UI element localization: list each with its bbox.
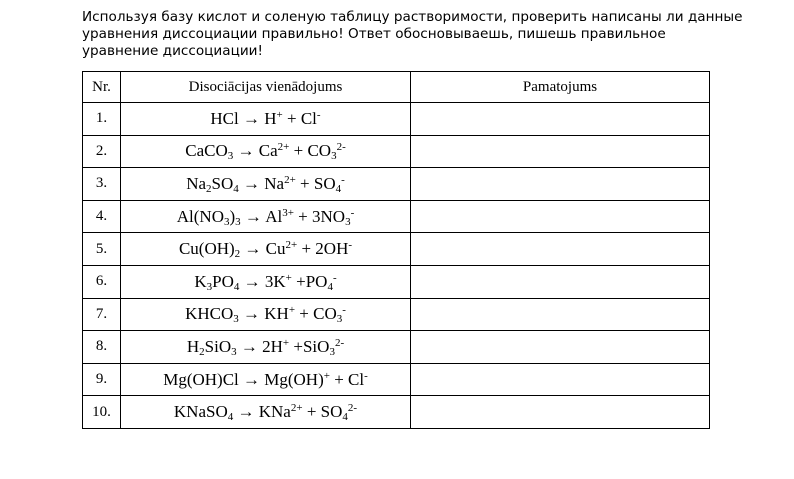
equation-text: → Cu (240, 239, 286, 259)
superscript: - (364, 369, 368, 382)
superscript: 2- (336, 141, 346, 154)
dissociation-table (82, 71, 710, 429)
equation-text: HCl → H (210, 108, 277, 128)
equation-text: K (194, 271, 207, 291)
equation-text: Cu(OH) (178, 239, 235, 259)
header-nr: Nr. (83, 72, 121, 103)
table-row (83, 265, 710, 298)
equation-text: + CO (289, 141, 332, 161)
table-row (83, 233, 710, 266)
table-row (83, 363, 710, 396)
row-number: 4. (83, 200, 121, 233)
equation-cell (121, 298, 411, 331)
equation-cell (121, 396, 411, 429)
equation-text: → Na (238, 173, 285, 193)
justification-cell[interactable] (411, 396, 710, 429)
superscript: + (285, 271, 292, 284)
subscript: 4 (227, 411, 234, 424)
superscript: - (348, 239, 353, 252)
table-row (83, 135, 710, 168)
justification-cell[interactable] (411, 168, 710, 201)
superscript: - (332, 271, 337, 284)
equation-text: → KH (238, 304, 289, 324)
subscript: 3 (336, 313, 343, 326)
equation-text: +SiO (289, 336, 330, 356)
superscript: - (341, 173, 345, 186)
table-row (83, 200, 710, 233)
equation-text: → Ca (233, 141, 278, 161)
superscript: 2+ (284, 173, 296, 186)
header-justification: Pamatojums (411, 72, 710, 103)
equation-text: + 3NO (293, 206, 346, 226)
equation-cell (121, 233, 411, 266)
row-number: 5. (83, 233, 121, 266)
equation-text: Mg(OH)Cl → Mg(OH) (163, 369, 324, 389)
subscript: 3 (206, 280, 213, 293)
equation-text: → 3K (239, 271, 286, 291)
equation-text: + 2OH (297, 239, 349, 259)
row-number: 2. (83, 135, 121, 168)
subscript: 4 (342, 411, 348, 424)
task-instruction: Используя базу кислот и соленую таблицу растворимости, проверить написаны ли данные уравнения диссоциации правильно! Ответ обосновываешь, пишешь правильное уравнение диссоциации! (82, 9, 743, 59)
subscript: 3 (331, 150, 337, 163)
subscript: 4 (335, 182, 342, 195)
table-row (83, 331, 710, 364)
equation-cell (121, 265, 411, 298)
equation-text: → 2H (236, 336, 283, 356)
equation-text: SiO (204, 336, 232, 356)
equation-text: KHCO (185, 304, 234, 324)
equation-text: +PO (291, 271, 328, 291)
superscript: 2+ (277, 141, 290, 154)
subscript: 3 (223, 215, 230, 228)
equation-text: SO (211, 173, 234, 193)
equation-text: Na (186, 173, 207, 193)
equation-text: + SO (302, 402, 343, 422)
justification-cell[interactable] (411, 265, 710, 298)
equation-text: KNaSO (173, 402, 228, 422)
equation-cell (121, 103, 411, 136)
equation-text: + SO (295, 173, 336, 193)
superscript: + (282, 336, 290, 349)
equation-cell (121, 200, 411, 233)
superscript: + (276, 108, 283, 121)
subscript: 4 (327, 280, 333, 293)
justification-cell[interactable] (411, 363, 710, 396)
justification-cell[interactable] (411, 200, 710, 233)
superscript: + (323, 369, 330, 382)
subscript: 3 (329, 345, 335, 358)
superscript: 3+ (282, 206, 294, 219)
equation-text: PO (212, 271, 234, 291)
justification-cell[interactable] (411, 331, 710, 364)
row-number: 8. (83, 331, 121, 364)
equation-cell (121, 331, 411, 364)
row-number: 10. (83, 396, 121, 429)
equation-text: + CO (295, 304, 337, 324)
subscript: 3 (233, 313, 239, 326)
equation-text: ) (229, 206, 236, 226)
subscript: 2 (234, 248, 241, 261)
subscript: 3 (227, 150, 234, 163)
equation-text: + Cl (282, 108, 317, 128)
subscript: 3 (345, 215, 351, 228)
subscript: 2 (206, 182, 212, 195)
subscript: 3 (231, 345, 237, 358)
row-number: 7. (83, 298, 121, 331)
superscript: - (342, 304, 346, 317)
justification-cell[interactable] (411, 298, 710, 331)
header-equation: Disociācijas vienādojums (121, 72, 411, 103)
equation-cell (121, 135, 411, 168)
equation-text: Al(NO (176, 206, 224, 226)
equation-text: → Al (240, 206, 283, 226)
superscript: 2+ (290, 402, 303, 415)
equation-text: H (186, 336, 200, 356)
equation-text: + Cl (329, 369, 365, 389)
equation-text: → KNa (233, 402, 291, 422)
table-body (83, 103, 710, 429)
table-row (83, 168, 710, 201)
superscript: 2- (347, 402, 358, 415)
row-number: 9. (83, 363, 121, 396)
justification-cell[interactable] (411, 103, 710, 136)
row-number: 1. (83, 103, 121, 136)
table-row (83, 396, 710, 429)
justification-cell[interactable] (411, 135, 710, 168)
superscript: - (350, 206, 355, 219)
equation-cell (121, 168, 411, 201)
subscript: 4 (233, 280, 240, 293)
subscript: 4 (233, 182, 239, 195)
equation-cell (121, 363, 411, 396)
header-row (83, 72, 710, 103)
row-number: 6. (83, 265, 121, 298)
table-row (83, 298, 710, 331)
justification-cell[interactable] (411, 233, 710, 266)
superscript: 2- (334, 336, 345, 349)
table-row (83, 103, 710, 136)
superscript: - (316, 108, 321, 121)
subscript: 3 (235, 215, 241, 228)
superscript: + (288, 304, 296, 317)
superscript: 2+ (285, 239, 298, 252)
row-number: 3. (83, 168, 121, 201)
subscript: 2 (199, 345, 205, 358)
equation-text: CaCO (185, 141, 228, 161)
